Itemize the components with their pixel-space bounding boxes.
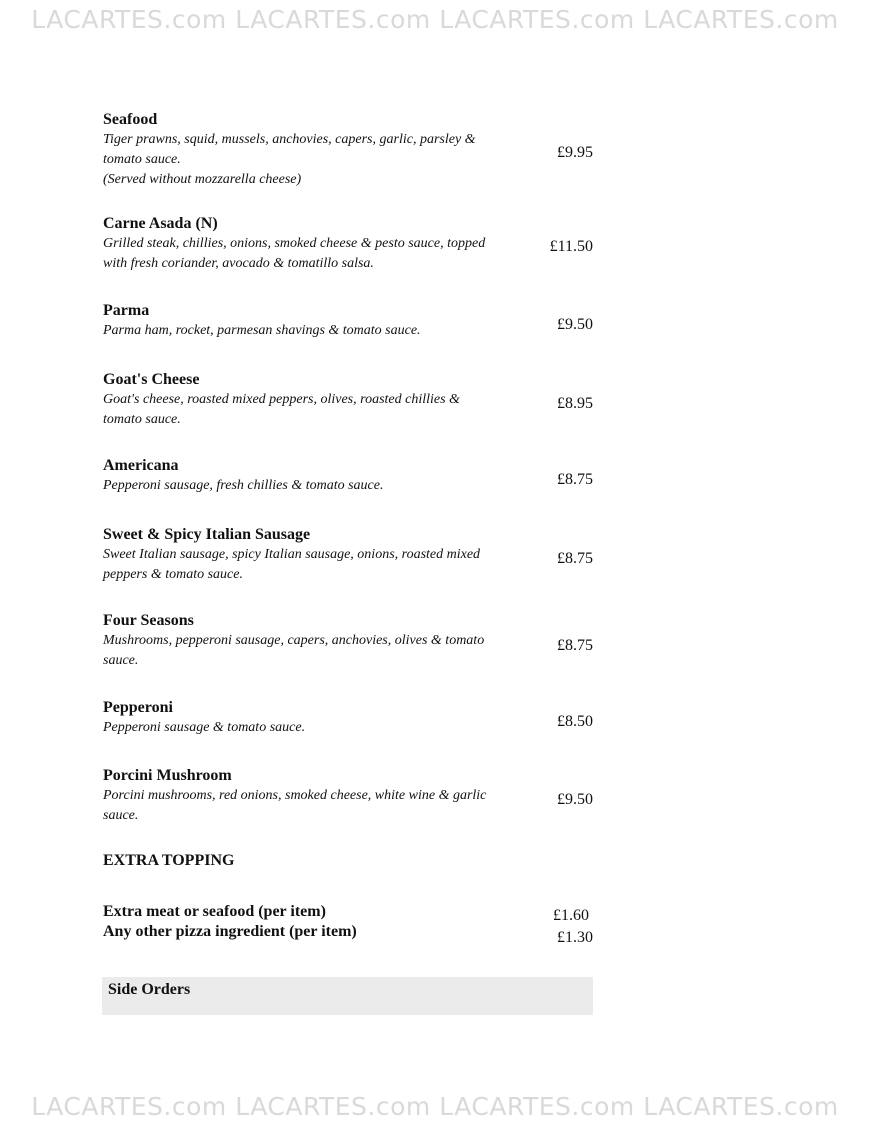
item-description-line: tomato sauce. [103,152,181,167]
item-name: Goat's Cheese [103,371,200,388]
item-price: £8.75 [557,637,593,654]
item-price: £9.50 [557,791,593,808]
item-name: Pepperoni [103,699,173,716]
item-price: £9.50 [557,316,593,333]
item-description-line: (Served without mozzarella cheese) [103,172,302,187]
item-description-line: peppers & tomato sauce. [103,567,243,582]
item-description-line: with fresh coriander, avocado & tomatillo salsa. [103,256,374,271]
item-description-line: Parma ham, rocket, parmesan shavings & tomato sauce. [103,323,421,338]
item-description-line: Porcini mushrooms, red onions, smoked cheese, white wine & garlic [103,788,487,803]
menu-item-carne-asada [103,214,598,274]
menu-item-four-seasons [103,611,598,671]
side-orders-label: Side Orders [108,981,191,998]
item-description [103,631,538,671]
item-description-line: sauce. [103,653,139,668]
item-description [103,321,538,341]
item-price: £8.50 [557,713,593,730]
item-price: £8.95 [557,395,593,412]
item-name: Seafood [103,111,158,128]
item-description-line: Mushrooms, pepperoni sausage, capers, anchovies, olives & tomato [103,633,485,648]
item-description [103,234,538,274]
item-name: Porcini Mushroom [103,767,232,784]
menu-item-seafood [103,110,598,190]
item-name: Parma [103,302,150,319]
item-description [103,718,538,738]
item-description-line: tomato sauce. [103,412,181,427]
item-description [103,545,538,585]
item-description-line: Sweet Italian sausage, spicy Italian sausage, onions, roasted mixed [103,547,481,562]
item-price: £9.95 [557,144,593,161]
item-price: £11.50 [549,238,593,255]
extra-topping-label: Extra meat or seafood (per item) [103,903,326,920]
extra-topping-label: Any other pizza ingredient (per item) [103,923,357,940]
item-description [103,476,538,496]
extra-topping-price: £1.30 [557,929,593,946]
item-price: £8.75 [557,471,593,488]
side-orders-header [102,977,593,1015]
extra-topping-price: £1.60 [553,907,589,924]
extra-topping-row [103,902,593,922]
watermark-bottom: LACARTES.com LACARTES.com LACARTES.com LACARTES.com [31,1092,839,1121]
item-description [103,390,538,430]
item-description [103,786,538,826]
item-description-line: Pepperoni sausage, fresh chillies & tomato sauce. [103,478,384,493]
item-description-line: Grilled steak, chillies, onions, smoked cheese & pesto sauce, topped [103,236,486,251]
item-description-line: Tiger prawns, squid, mussels, anchovies, capers, garlic, parsley & [103,132,476,147]
menu-item-parma [103,301,598,341]
extra-topping-heading: EXTRA TOPPING [103,852,235,869]
menu-item-porcini-mushroom [103,766,598,826]
menu-item-goats-cheese [103,370,598,430]
menu-item-americana [103,456,598,496]
watermark-top: LACARTES.com LACARTES.com LACARTES.com LACARTES.com [31,5,839,34]
item-name: Four Seasons [103,612,194,629]
item-name: Sweet & Spicy Italian Sausage [103,526,311,543]
item-name: Americana [103,457,179,474]
menu-item-sweet-spicy-italian-sausage [103,525,598,585]
item-name: Carne Asada (N) [103,215,218,232]
item-price: £8.75 [557,550,593,567]
menu-item-pepperoni [103,698,598,738]
item-description-line: Goat's cheese, roasted mixed peppers, olives, roasted chillies & [103,392,460,407]
item-description [103,130,538,190]
item-description-line: sauce. [103,808,139,823]
extra-topping-row [103,922,593,946]
item-description-line: Pepperoni sausage & tomato sauce. [103,720,306,735]
